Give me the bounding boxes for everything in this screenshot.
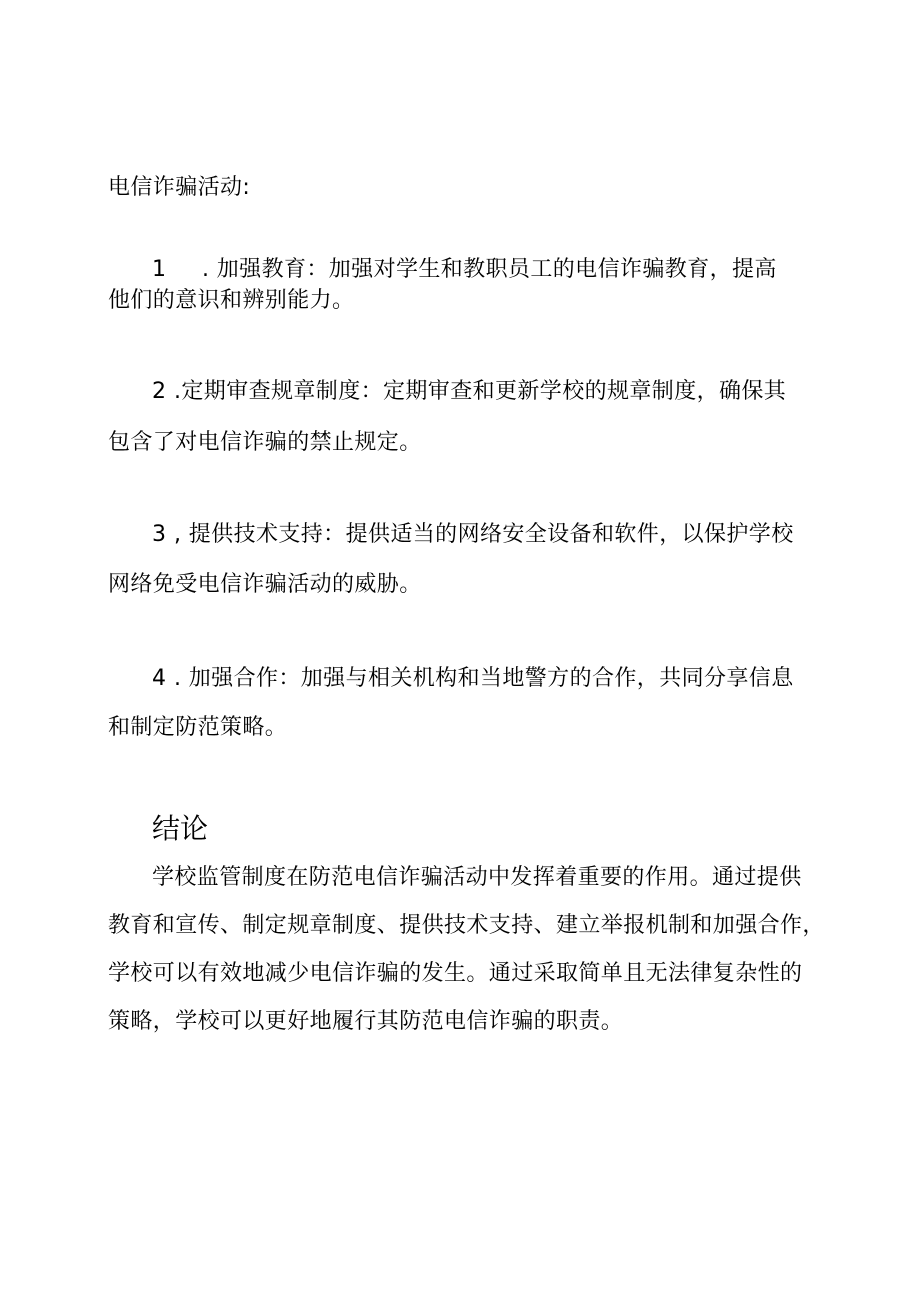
list-item-text: , 提供技术支持：提供适当的网络安全设备和软件，以保护学校	[174, 522, 794, 547]
conclusion-line-4: 策略，学校可以更好地履行其防范电信诈骗的职责。	[108, 1009, 624, 1034]
list-item-text: . 加强合作：加强与相关机构和当地警方的合作，共同分享信息	[174, 666, 794, 691]
conclusion-line-1: 学校监管制度在防范电信诈骗活动中发挥着重要的作用。通过提供	[152, 865, 802, 890]
list-item-number: 4	[152, 666, 167, 691]
list-item-1-line-1	[152, 256, 828, 284]
list-item-1-line-2: 他们的意识和辨别能力。	[108, 288, 355, 313]
list-item-3-line-2: 网络免受电信诈骗活动的威胁。	[108, 572, 422, 597]
list-item-2-line-1	[152, 378, 828, 406]
conclusion-line-3: 学校可以有效地减少电信诈骗的发生。通过采取简单且无法律复杂性的	[108, 961, 803, 986]
list-item-3-line-1	[152, 521, 828, 549]
intro-text: 电信诈骗活动:	[108, 175, 251, 200]
list-item-number: 3	[152, 522, 167, 547]
list-item-4-line-1	[152, 665, 828, 693]
list-item-text: .定期审查规章制度：定期审查和更新学校的规章制度，确保其	[174, 379, 787, 404]
conclusion-heading: 结论	[152, 812, 209, 845]
list-item-number: 1	[152, 257, 167, 282]
list-item-number: 2	[152, 379, 167, 404]
list-item-text: . 加强教育：加强对学生和教职员工的电信诈骗教育，提高	[202, 257, 777, 282]
list-item-4-line-2: 和制定防范策略。	[108, 715, 288, 740]
conclusion-line-2: 教育和宣传、制定规章制度、提供技术支持、建立举报机制和加强合作，	[108, 913, 825, 938]
list-item-2-line-2: 包含了对电信诈骗的禁止规定。	[108, 430, 422, 455]
